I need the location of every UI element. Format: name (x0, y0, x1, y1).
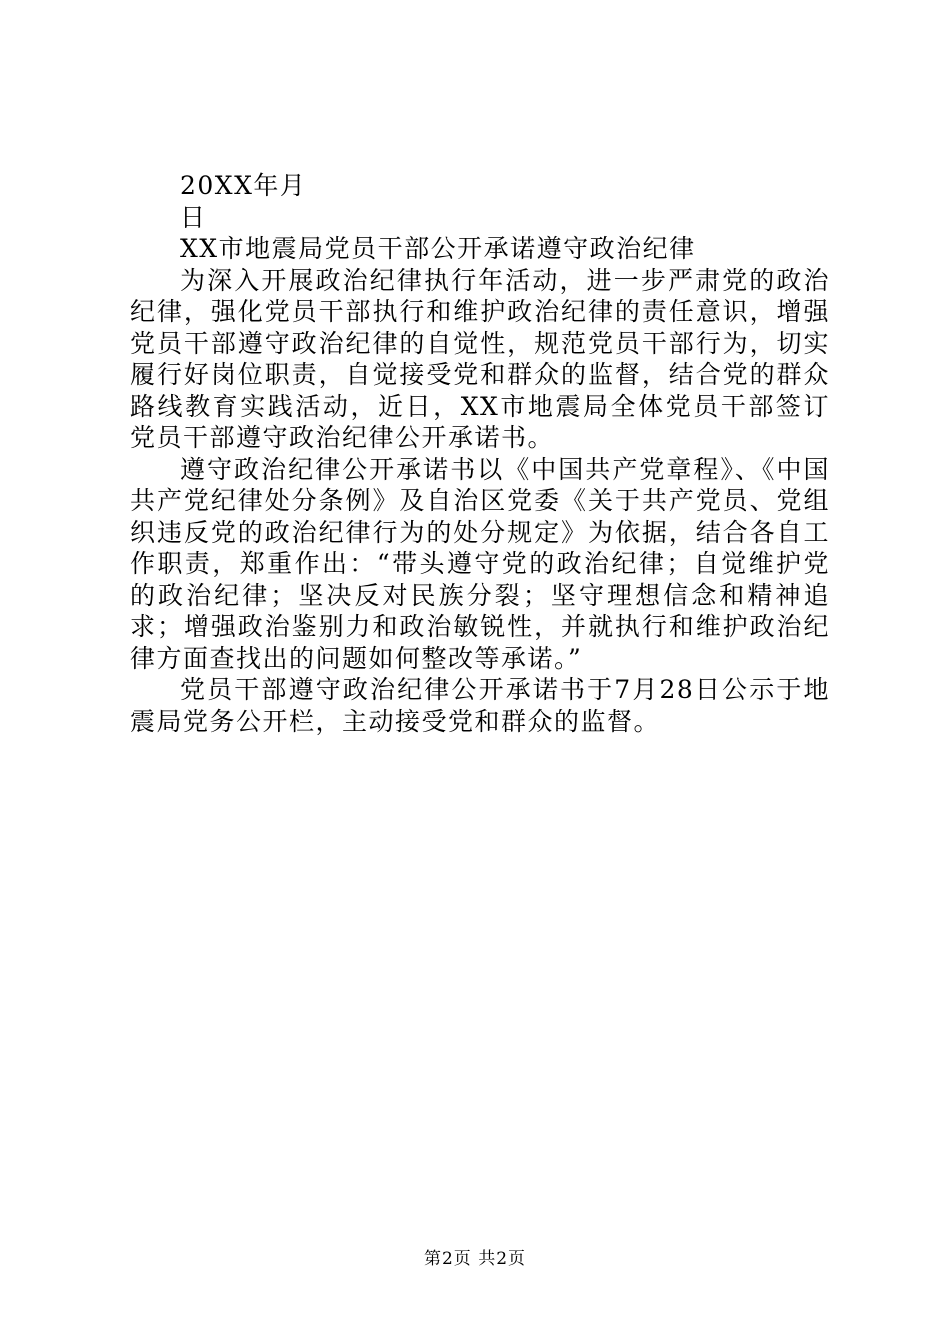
paragraph-1: 为深入开展政治纪律执行年活动，进一步严肃党的政治纪律，强化党员干部执行和维护政治纪律的责任意识，增强党员干部遵守政治纪律的自觉性，规范党员干部行为，切实履行好岗位职责，自觉接受党和群众的监督，结合党的群众路线教育实践活动，近日，XX市地震局全体党员干部签订党员干部遵守政治纪律公开承诺书。 (130, 265, 830, 452)
date-line: 20XX年月 (180, 171, 307, 200)
page-footer: 第2页 共2页 (423, 1249, 527, 1269)
document-title: XX市地震局党员干部公开承诺遵守政治纪律 (180, 234, 696, 263)
paragraph-3: 党员干部遵守政治纪律公开承诺书于7月28日公示于地震局党务公开栏，主动接受党和群众的监督。 (130, 675, 830, 736)
document-body (130, 170, 830, 737)
paragraph-2: 遵守政治纪律公开承诺书以《中国共产党章程》、《中国共产党纪律处分条例》及自治区党委《关于共产党员、党组织违反党的政治纪律行为的处分规定》为依据，结合各自工作职责，郑重作出：“带头遵守党的政治纪律；自觉维护党的政治纪律；坚决反对民族分裂；坚守理想信念和精神追求；增强政治鉴别力和政治敏锐性，并就执行和维护政治纪律方面查找出的问题如何整改等承诺。” (130, 454, 830, 673)
day-line: 日 (180, 202, 207, 232)
